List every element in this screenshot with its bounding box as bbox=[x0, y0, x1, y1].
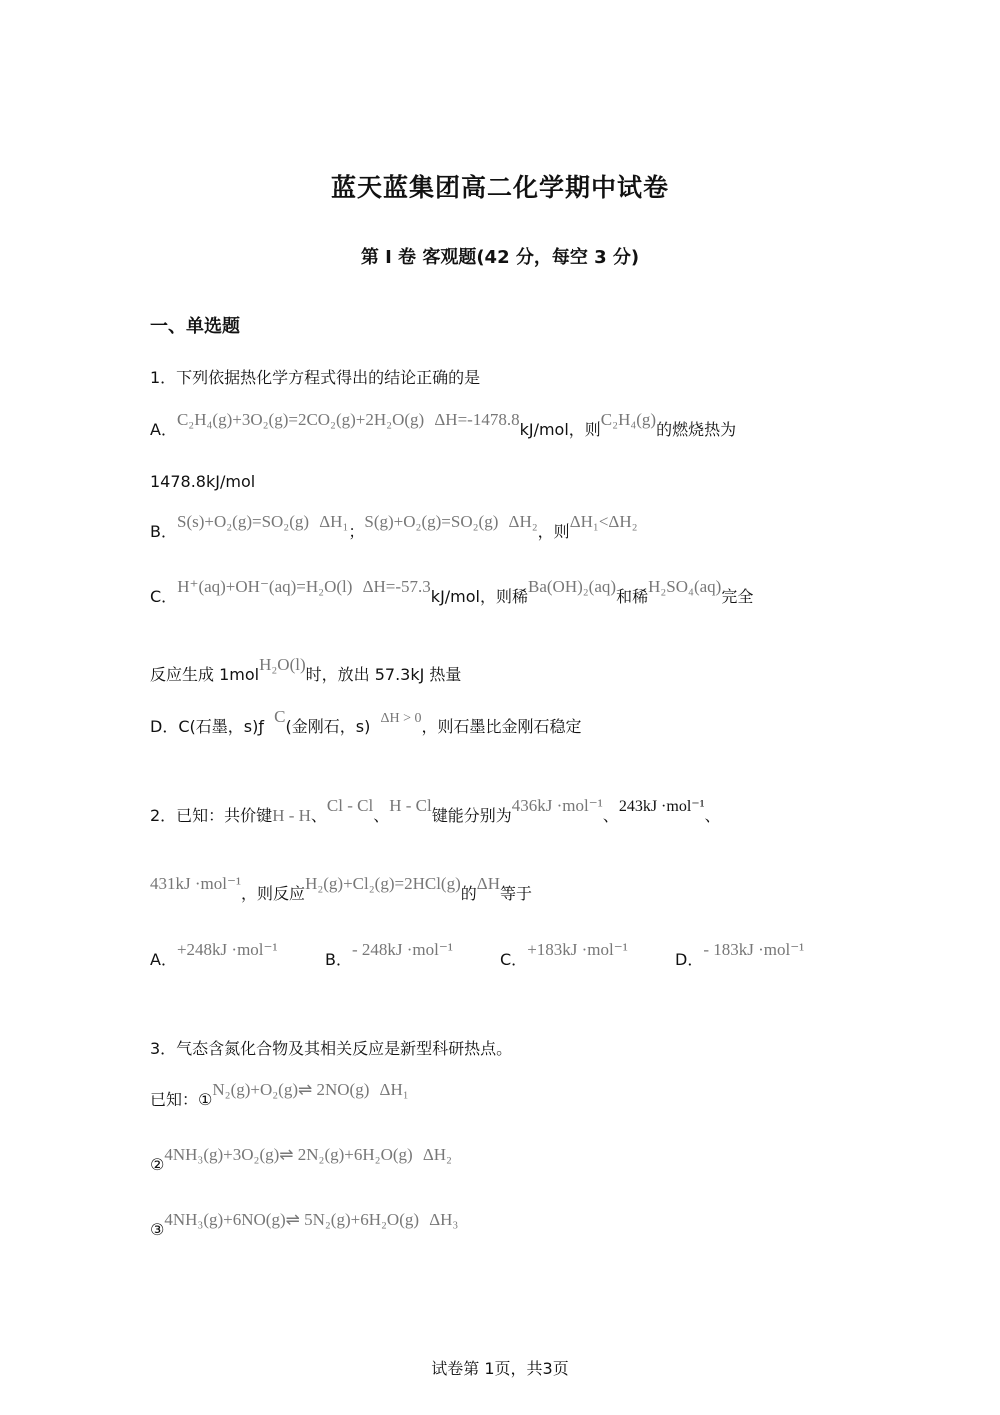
q3-reaction-2 bbox=[150, 1145, 452, 1177]
q1-option-b bbox=[150, 512, 638, 544]
q1-c-and: 和稀 bbox=[616, 587, 649, 606]
q2-sep4: 、 bbox=[704, 806, 721, 825]
q3-r2: 4NH₃(g)+3O₂(g)⇌ 2N₂(g)+6H₂O(g) bbox=[164, 1145, 413, 1164]
q1-d-text1: C(石墨，s)ƒ bbox=[178, 717, 264, 736]
q1-option-c bbox=[150, 577, 754, 609]
q3-m2: ② bbox=[150, 1155, 165, 1174]
q1-d-text2: (金刚石，s) bbox=[285, 717, 371, 736]
q1-b-then: ，则 bbox=[537, 522, 570, 541]
q1-a-unit: kJ/mol，则 bbox=[519, 420, 601, 439]
q1-d-label: D． bbox=[150, 717, 179, 736]
q3-reaction-3 bbox=[150, 1210, 459, 1242]
q1-b-sep: ； bbox=[348, 522, 365, 541]
q2-energy-1: 436kJ ·mol⁻¹ bbox=[511, 796, 603, 815]
q2-sep2: 、 bbox=[373, 806, 390, 825]
q2-sep3: 、 bbox=[602, 806, 619, 825]
q2-bond-hcl: H - Cl bbox=[389, 796, 432, 815]
q2-option-a bbox=[150, 940, 278, 972]
q2-stem-line1 bbox=[150, 796, 721, 829]
q2-option-b bbox=[325, 940, 453, 972]
q2-bond-clcl: Cl - Cl bbox=[326, 796, 374, 815]
q1-c-tail: 完全 bbox=[721, 587, 754, 606]
q2-option-c-value: +183kJ ·mol⁻¹ bbox=[527, 940, 628, 959]
q2-option-d-label: D． bbox=[675, 950, 704, 969]
q2-option-d-value: - 183kJ ·mol⁻¹ bbox=[703, 940, 805, 959]
q1-b-dh1: ΔH₁ bbox=[319, 512, 349, 531]
q1-c-line2 bbox=[150, 655, 462, 687]
q1-c-delta-h: ΔH=-57.3 bbox=[362, 577, 431, 596]
q1-option-d bbox=[150, 707, 582, 741]
q3-dh1: ΔH₁ bbox=[379, 1080, 409, 1099]
q1-a-equation: C₂H₄(g)+3O₂(g)=2CO₂(g)+2H₂O(g) bbox=[176, 410, 425, 429]
q3-dh3: ΔH₃ bbox=[429, 1210, 459, 1229]
q3-known: 已知：① bbox=[150, 1090, 213, 1109]
section-heading: 一、单选题 bbox=[150, 316, 240, 337]
q2-option-c-label: C． bbox=[500, 950, 528, 969]
q2-reaction: H₂(g)+Cl₂(g)=2HCl(g) bbox=[305, 874, 461, 893]
q2-option-c bbox=[500, 940, 628, 972]
q1-b-dh2: ΔH₂ bbox=[508, 512, 538, 531]
q1-c-base: Ba(OH)₂(aq) bbox=[528, 577, 617, 596]
q2-option-d bbox=[675, 940, 805, 972]
q2-options bbox=[150, 940, 850, 972]
q2-option-b-label: B． bbox=[325, 950, 352, 969]
q1-b-eq1: S(s)+O₂(g)=SO₂(g) bbox=[176, 512, 310, 531]
part-subtitle: 第 I 卷 客观题(42 分，每空 3 分) bbox=[360, 247, 640, 268]
page-footer: 试卷第 1页，共3页 bbox=[431, 1359, 569, 1378]
q1-c-line2b: 时，放出 57.3kJ 热量 bbox=[305, 665, 462, 684]
q1-c-label: C． bbox=[150, 587, 178, 606]
q1-a-label: A． bbox=[150, 420, 177, 439]
q1-a-delta-h: ΔH=-1478.8 bbox=[434, 410, 520, 429]
q1-a-line2: 1478.8kJ/mol bbox=[150, 472, 256, 491]
q1-option-a bbox=[150, 410, 737, 442]
q1-stem: 1．下列依据热化学方程式得出的结论正确的是 bbox=[150, 368, 481, 387]
q1-c-water: H₂O(l) bbox=[259, 655, 306, 674]
q1-a-tail: 的燃烧热为 bbox=[656, 420, 737, 439]
q1-d-delta-h: ΔH > 0 bbox=[380, 711, 422, 726]
q3-r1: N₂(g)+O₂(g)⇌ 2NO(g) bbox=[212, 1080, 370, 1099]
q1-c-line2a: 反应生成 1mol bbox=[150, 665, 260, 684]
q2-stem-line2 bbox=[150, 874, 532, 906]
q2-stem5: 等于 bbox=[499, 884, 532, 903]
q2-option-b-value: - 248kJ ·mol⁻¹ bbox=[351, 940, 453, 959]
q2-option-a-value: +248kJ ·mol⁻¹ bbox=[176, 940, 278, 959]
q2-option-a-label: A． bbox=[150, 950, 177, 969]
q3-reaction-1 bbox=[150, 1080, 409, 1112]
q2-delta-h: ΔH bbox=[476, 874, 500, 893]
q3-r3: 4NH₃(g)+6NO(g)⇌ 5N₂(g)+6H₂O(g) bbox=[164, 1210, 420, 1229]
q1-b-compare: ΔH₁<ΔH₂ bbox=[569, 512, 638, 531]
q2-energy-2: 243kJ ·mol⁻¹ bbox=[618, 798, 705, 815]
q2-sep1: 、 bbox=[310, 806, 327, 825]
q3-dh2: ΔH₂ bbox=[422, 1145, 452, 1164]
q2-stem2: 键能分别为 bbox=[431, 806, 512, 825]
q2-stem1: 2．已知：共价键 bbox=[150, 806, 273, 825]
q1-b-eq2: S(g)+O₂(g)=SO₂(g) bbox=[364, 512, 499, 531]
q2-stem4: 的 bbox=[460, 884, 477, 903]
q2-stem3: ，则反应 bbox=[241, 884, 306, 903]
q1-c-equation: H⁺(aq)+OH⁻(aq)=H₂O(l) bbox=[177, 577, 353, 596]
q1-d-text3: ，则石墨比金刚石稳定 bbox=[421, 717, 582, 736]
page-title: 蓝天蓝集团高二化学期中试卷 bbox=[330, 173, 669, 202]
q1-c-unit: kJ/mol，则稀 bbox=[430, 587, 528, 606]
q1-d-c: C bbox=[274, 707, 286, 726]
q1-c-acid: H₂SO₄(aq) bbox=[648, 577, 722, 596]
q3-stem: 3．气态含氮化合物及其相关反应是新型科研热点。 bbox=[150, 1039, 513, 1058]
q3-m3: ③ bbox=[150, 1220, 165, 1239]
q2-energy-3: 431kJ ·mol⁻¹ bbox=[150, 874, 242, 893]
q1-a-ethylene: C₂H₄(g) bbox=[600, 410, 657, 429]
q2-bond-hh: H - H bbox=[272, 806, 311, 825]
q1-b-label: B． bbox=[150, 522, 177, 541]
